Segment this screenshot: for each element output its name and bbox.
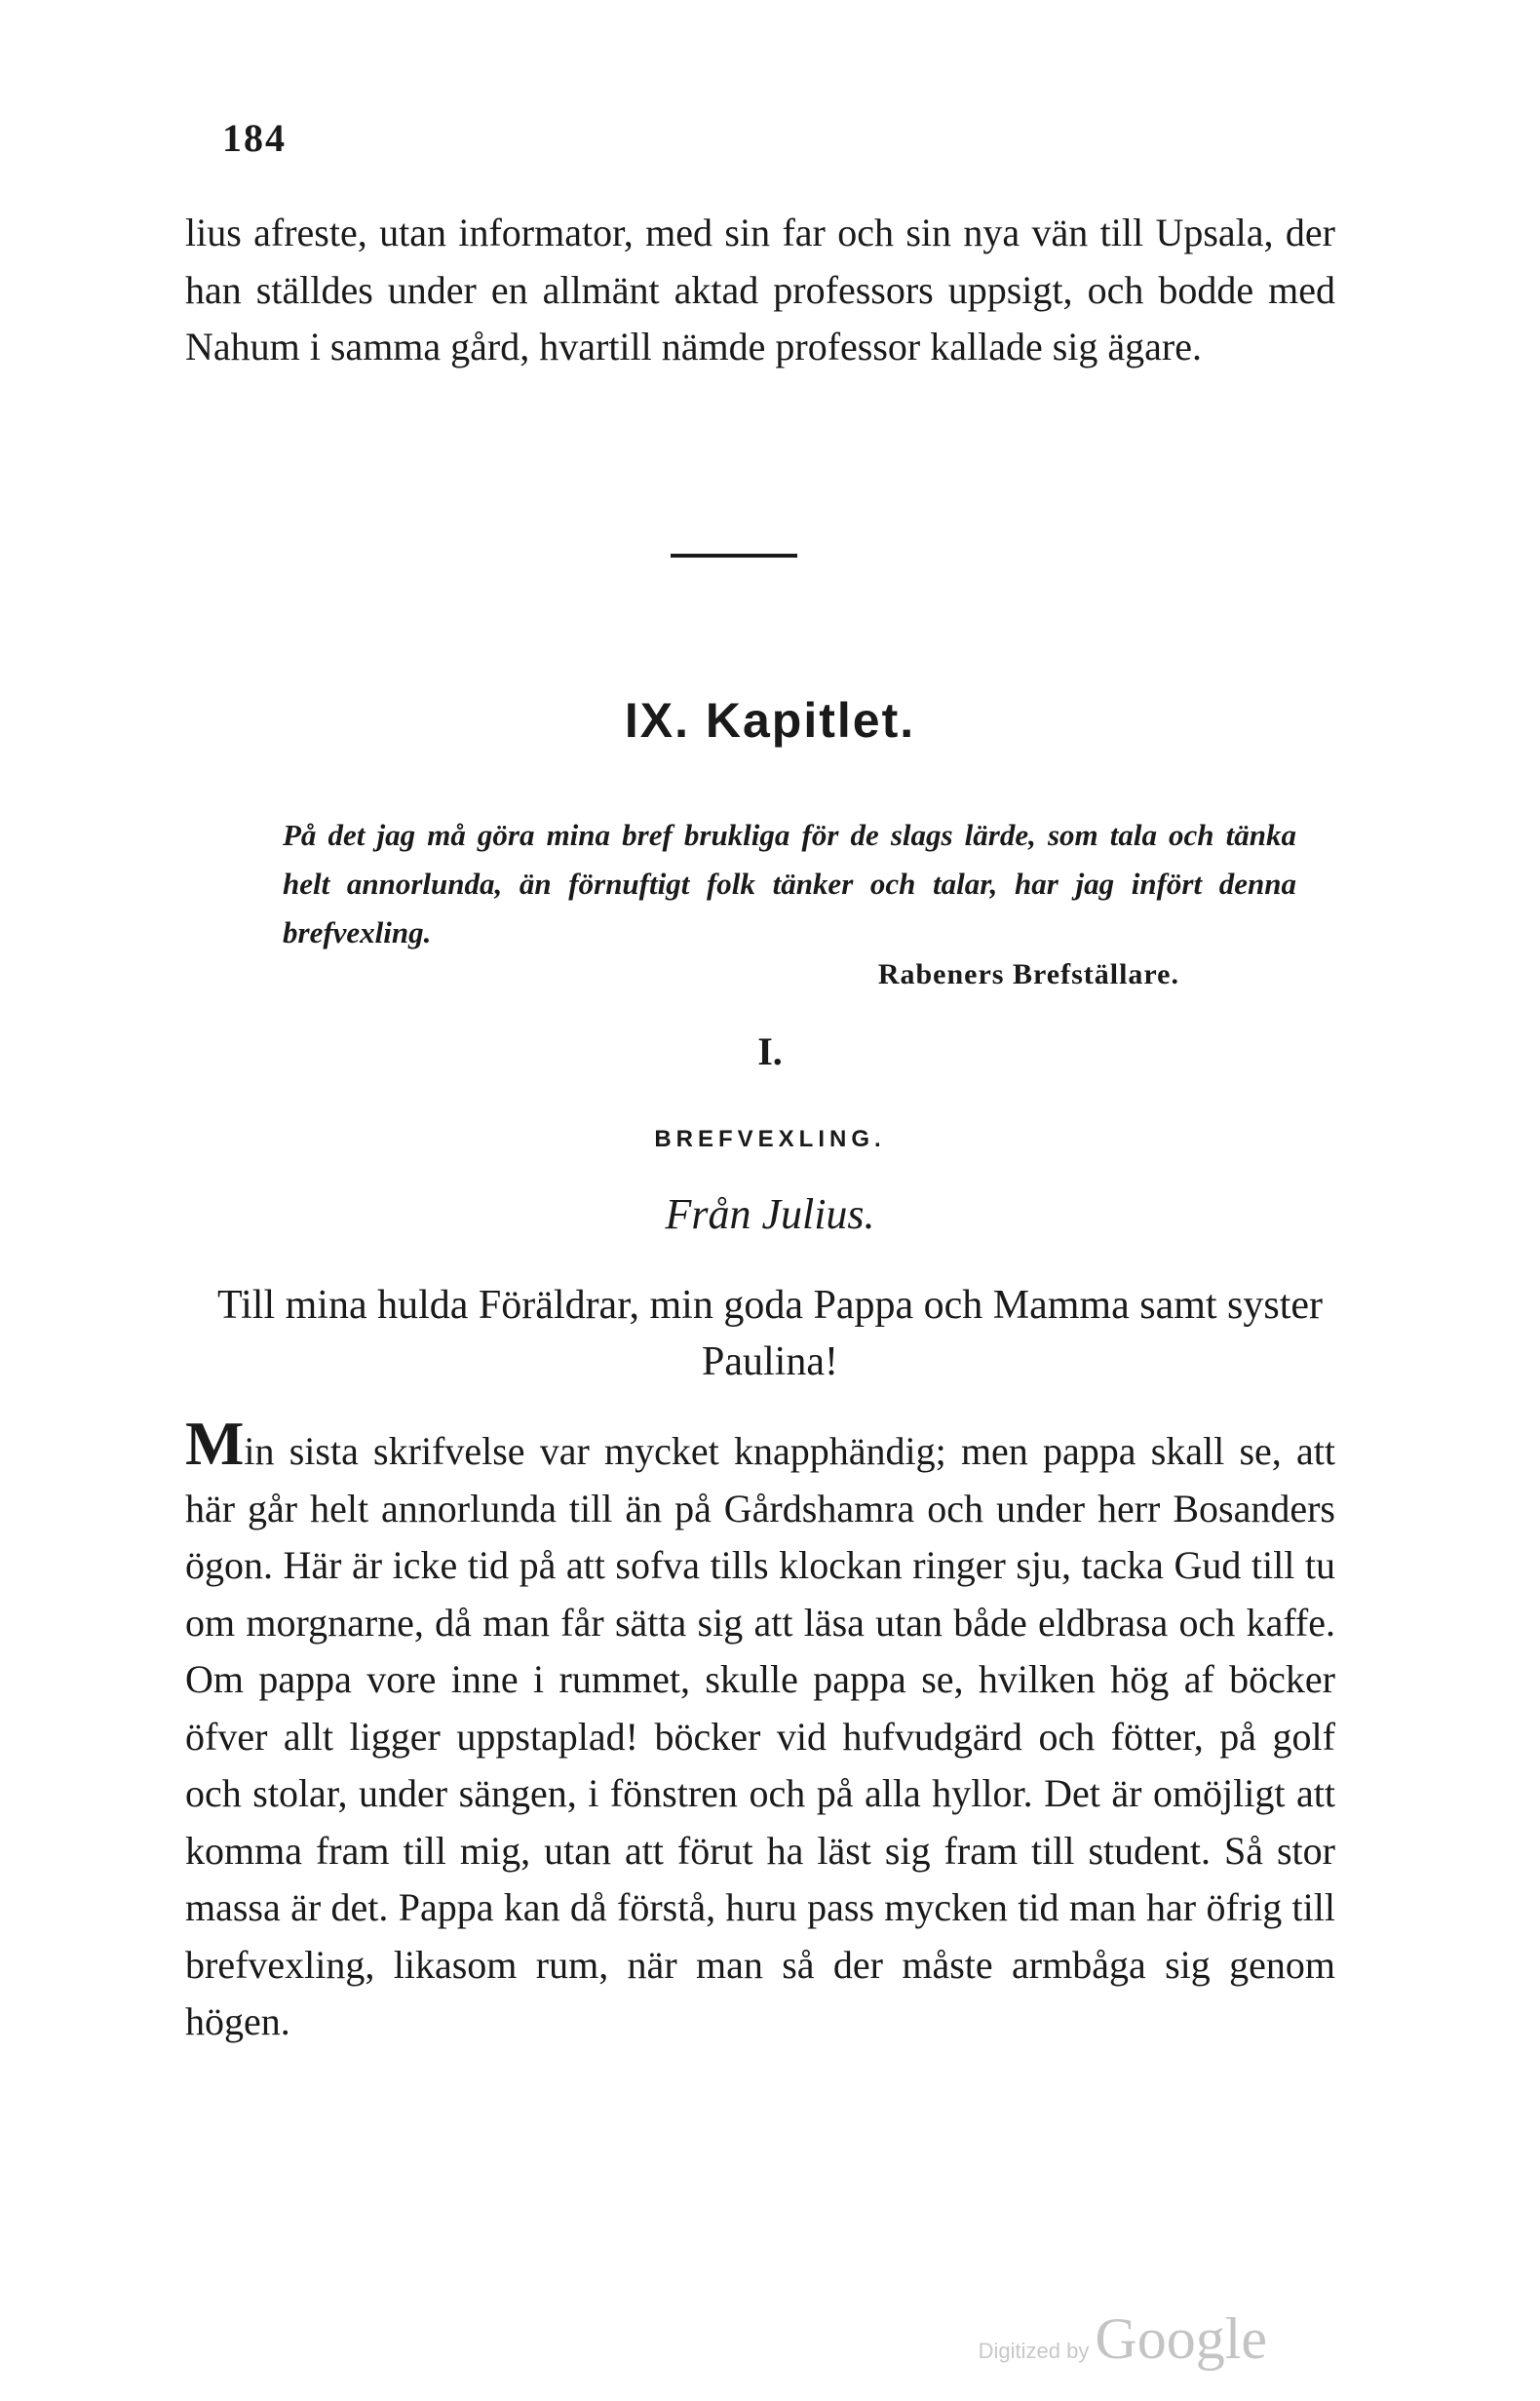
drop-cap: M — [185, 1409, 245, 1478]
page-number: 184 — [222, 116, 287, 160]
chapter-title: IX. Kapitlet. — [624, 693, 916, 748]
epigraph: På det jag må göra mina bref brukliga för de slags lärde, som tala och tänka helt annorlunda, än förnuftigt folk tänker och talar, har jag infört denna brefvexling. — [283, 818, 1296, 949]
letter-sender: Från Julius. — [665, 1190, 875, 1238]
letter-body — [185, 1409, 1335, 2051]
letter-body-text: in sista skrifvelse var mycket knapphändig; men pappa skall se, att här går helt annorlunda till än på Gårdshamra och under herr Bosanders ögon. Här är icke tid på att sofva tills klockan ringer sju, tacka Gud till tu om morgnarne, då man får sätta sig att läsa utan både eldbrasa och kaffe. Om pappa vore inne i rummet, skulle pappa se, hvilken hög af böcker öfver allt ligger uppstaplad! böcker vid hufvudgärd och fötter, på golf och stolar, under sängen, i fönstren och på alla hyllor. Det är omöjligt att komma fram till mig, utan att förut ha läst sig fram till student. Så stor massa är det. Pappa kan då förstå, huru pass mycken tid man har öfrig till brefvexling, likasom rum, när man så der måste armbåga sig genom högen. — [185, 1429, 1335, 2043]
opening-paragraph: lius afreste, utan informator, med sin far och sin nya vän till Upsala, der han ställdes under en allmänt aktad professors uppsigt, och bodde med Nahum i samma gård, hvartill nämde professor kallade sig ägare. — [185, 211, 1335, 368]
watermark-prefix: Digitized by — [978, 2339, 1090, 2363]
section-divider — [671, 554, 797, 558]
google-logo: Google — [1095, 2306, 1267, 2371]
section-number: I. — [757, 1029, 783, 1073]
digitization-watermark — [979, 2305, 1267, 2373]
epigraph-source: Rabeners Brefställare. — [877, 958, 1179, 990]
letter-salutation: Till mina hulda Föräldrar, min goda Pappa och Mamma samt syster Paulina! — [216, 1283, 1324, 1384]
section-heading: BREFVEXLING. — [654, 1126, 886, 1152]
